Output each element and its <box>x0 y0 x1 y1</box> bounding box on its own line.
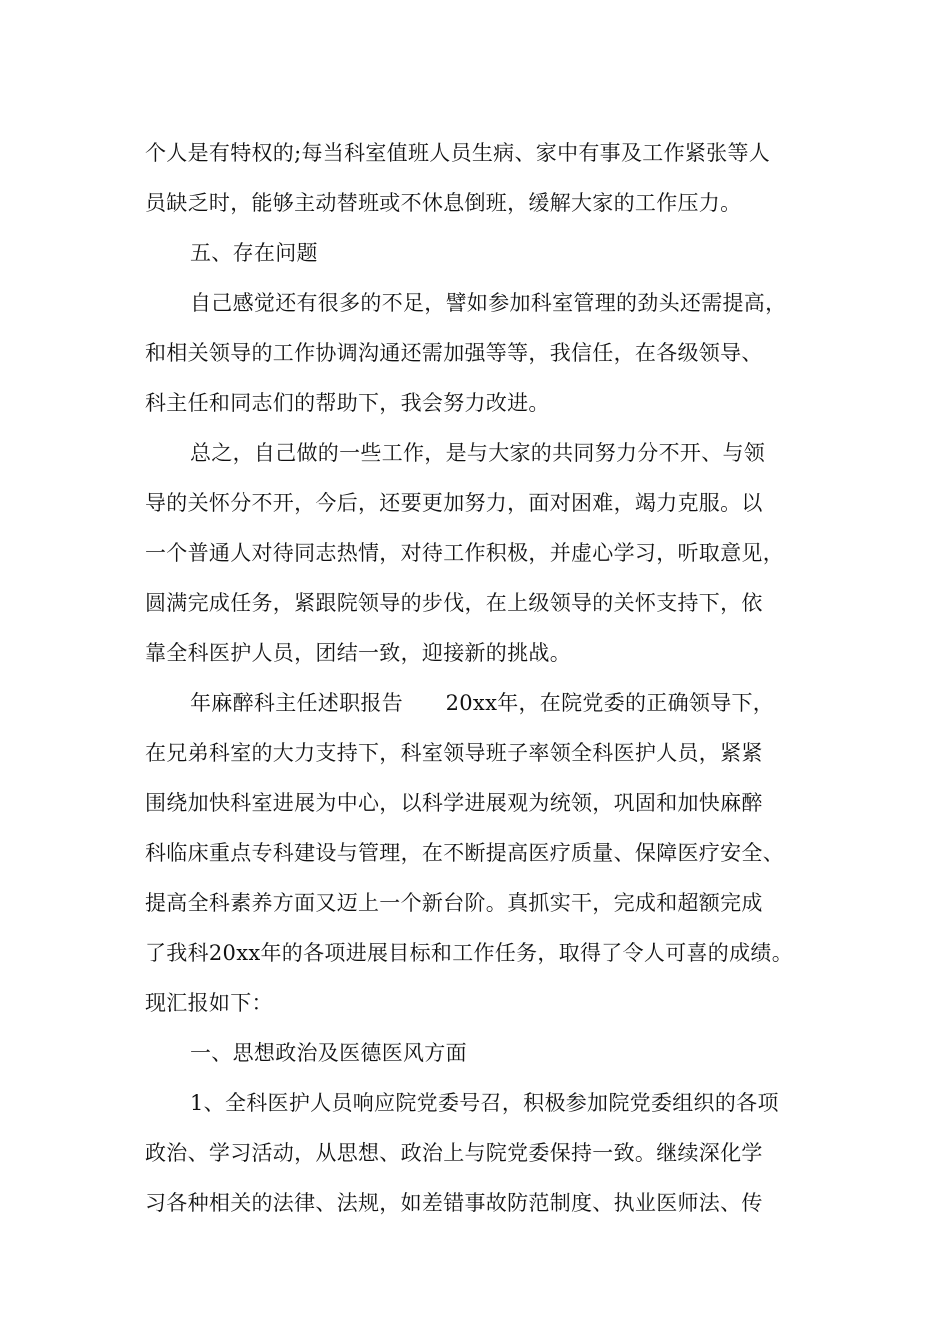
text-line: 科临床重点专科建设与管理，在不断提高医疗质量、保障医疗安全、 <box>145 841 784 865</box>
text-line: 靠全科医护人员，团结一致，迎接新的挑战。 <box>145 641 571 665</box>
text-line: 员缺乏时，能够主动替班或不休息倒班，缓解大家的工作压力。 <box>145 191 742 215</box>
text-line: 和相关领导的工作协调沟通还需加强等等，我信任，在各级领导、 <box>145 341 763 365</box>
text-line: 政治、学习活动，从思想、政治上与院党委保持一致。继续深化学 <box>145 1141 763 1165</box>
text-line: 围绕加快科室进展为中心，以科学进展观为统领，巩固和加快麻醉 <box>145 791 763 815</box>
text-line: 自己感觉还有很多的不足，譬如参加科室管理的劲头还需提高， <box>190 291 787 315</box>
text-line: 1、全科医护人员响应院党委号召，积极参加院党委组织的各项 <box>190 1091 779 1115</box>
text-line: 了我科20xx年的各项进展目标和工作任务，取得了令人可喜的成绩。 <box>145 941 794 965</box>
text-line: 一个普通人对待同志热情，对待工作积极，并虚心学习，听取意见， <box>145 541 784 565</box>
text-line: 现汇报如下： <box>145 991 273 1015</box>
text-line: 提高全科素养方面又迈上一个新台阶。真抓实干，完成和超额完成 <box>145 891 763 915</box>
text-line: 科主任和同志们的帮助下，我会努力改进。 <box>145 391 550 415</box>
text-line: 年麻醉科主任述职报告 20xx年，在院党委的正确领导下， <box>190 691 775 715</box>
text-line: 在兄弟科室的大力支持下，科室领导班子率领全科医护人员，紧紧 <box>145 741 763 765</box>
text-line: 个人是有特权的;每当科室值班人员生病、家中有事及工作紧张等人 <box>145 141 771 165</box>
section-heading: 五、存在问题 <box>190 241 318 265</box>
text-line: 习各种相关的法律、法规，如差错事故防范制度、执业医师法、传 <box>145 1191 763 1215</box>
text-line: 总之，自己做的一些工作，是与大家的共同努力分不开、与领 <box>190 441 766 465</box>
section-heading: 一、思想政治及医德医风方面 <box>190 1041 467 1065</box>
text-line: 圆满完成任务，紧跟院领导的步伐，在上级领导的关怀支持下，依 <box>145 591 763 615</box>
text-line: 导的关怀分不开，今后，还要更加努力，面对困难，竭力克服。以 <box>145 491 763 515</box>
